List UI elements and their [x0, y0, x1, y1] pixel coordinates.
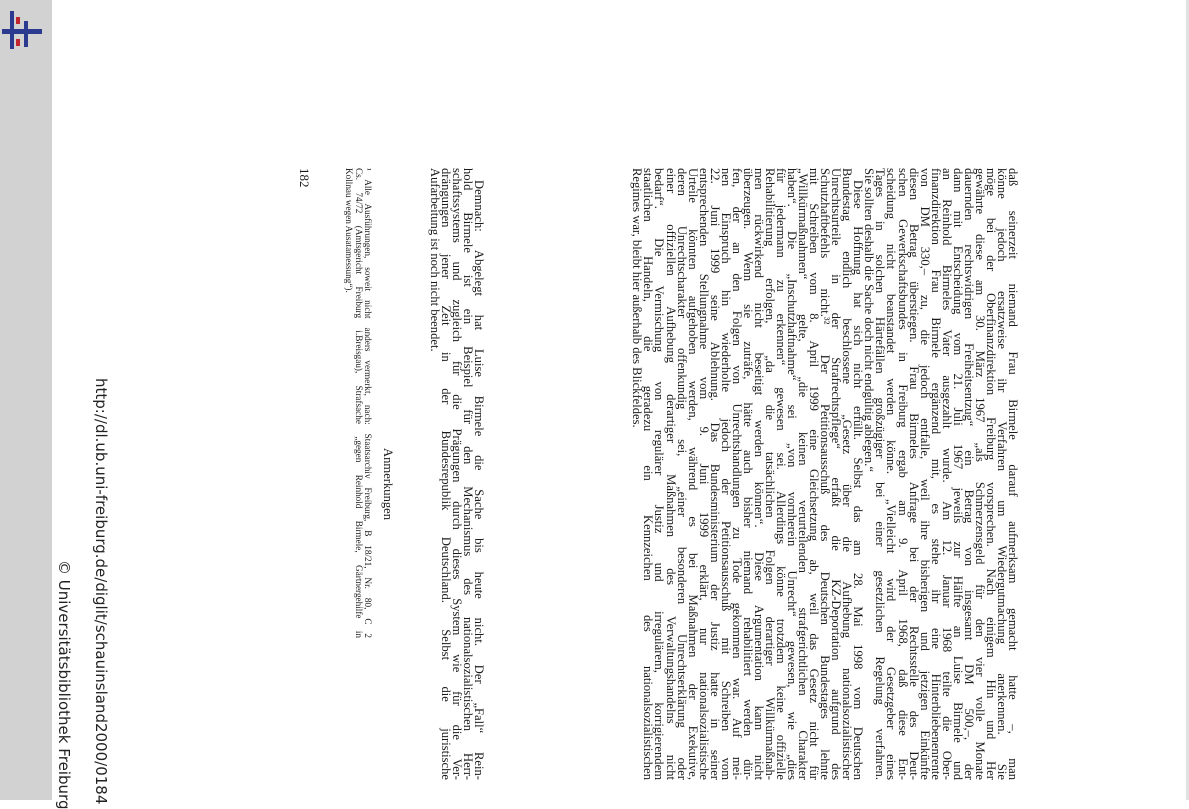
source-url[interactable]: http://dl.ub.uni-freiburg.de/diglit/schauinsland2000/0184	[92, 378, 110, 805]
logo-accent-a	[16, 17, 20, 24]
text-line: gewährte diese am 30. März 1967 „als Schmerzensgeld für den vier volle Monate	[972, 168, 987, 780]
text-line: schen Gewerkschaftsbundes in Freiburg ergab am 9. April 1968, daß diese Ent-	[895, 168, 910, 780]
text-line: Sie sollten deshalb die Sache doch nicht endgültig ablegen.“	[862, 168, 877, 472]
library-logo-icon	[0, 9, 44, 51]
text-line: für jedermann zu erkennen“ gewesen sei. Allerdings könne trotzdem keine offizielle	[774, 168, 789, 780]
text-line: nen Einspruch hin wiederholte jedoch der Petitionsausschuß mit Schreiben vom	[718, 168, 733, 780]
text-line: entsprechenden Stellungnahme vom 9. Juni 1999 erklärt, nur nationalsozialistische	[696, 168, 711, 780]
logo-bar-right	[24, 21, 28, 47]
text-line: deren Unrechtscharakter offenkundig sei, „einer besonderen Unrechtserklärung oder	[674, 168, 689, 780]
text-line: schaftssystems und zugleich für die Prägungen durch dieses System wie für die Ver-	[449, 168, 464, 780]
text-line: haben“. Die „Inschutzhaftnahme“ sei „von vornherein Unrecht“ gewesen, wie „dies	[785, 168, 800, 780]
logo-bar-horizontal	[2, 29, 42, 34]
text-line: mit Schreiben vom 8. April 1999 eine Gleichsetzung ab, weil das Gesetz nicht für	[807, 168, 822, 780]
text-line: diesen Betrag überstiegen. Frau Birmeles Anfrage bei der Rechtsstelle des Deut-	[906, 168, 921, 780]
text-line: 22. Juni 1999 seine Ablehnung. Das Bundesministerium der Justiz hatte in seiner	[707, 168, 722, 780]
text-line: Aufarbeitung ist noch nicht beendet.	[427, 168, 442, 352]
text-line: hold Birmele ist ein Beispiel für den Mechanismus des nationalsozialistischen Herr-	[460, 168, 475, 780]
text-line: staatlichen Handeln, die geradezu ein Kennzeichen des nationalsozialistischen	[641, 168, 656, 780]
text-line: Demnach: Abgelegt hat Luise Birmele die Sache bis heute nicht. Der „Fall“ Rein-	[472, 180, 486, 780]
text-line: dauernden rechtswidrigen Freiheitsentzug“ ein Betrag von insgesamt DM 500,–, der	[961, 168, 976, 780]
main-body-text	[631, 168, 1018, 780]
text-line: könne jedoch ersatzweise ihr Verfahren um Wiedergutmachung anerkennen. Sie	[994, 168, 1009, 780]
text-line: fen, der an den Folgen von Unrechtshandlungen zu Tode gekommen war. Auf mei-	[729, 168, 744, 780]
text-line: „Willkürmaßnahmen“ gelte, „die keinen verurteilenden strafgerichtlichen Charakter	[796, 168, 811, 780]
scanned-page	[52, 0, 1186, 809]
text-line: Regimes war, bleibt hier außerhalb des Blickfeldes.	[630, 168, 645, 428]
viewer-sidebar	[0, 0, 52, 800]
text-line: Urteile könnten aufgehoben werden, während es bei Maßnahmen der Exekutive,	[685, 168, 700, 780]
text-line: finanzdirektion Frau Birmele ergänzend mit, es stehe ihr eine Hinterbliebenenrente	[928, 168, 943, 780]
text-line: Schutzhaftbefehls nicht.³² Der Petitionsausschuß des Deutschen Bundestages lehnte	[818, 168, 833, 780]
text-line: Diese Hoffnung hat sich nicht erfüllt. Selbst das am 28. Mai 1998 vom Deutschen	[851, 180, 866, 780]
text-line: Cs. 74/72 (Amtsgericht Freiburg i.Breisgau), Strafsache „gegen Reinhold Birmele, Gärtnergehilfe in	[353, 168, 364, 638]
text-line: drängungen jener Zeit in der Bundesrepublik Deutschland. Selbst die juristische	[438, 168, 453, 780]
copyright-notice: © Universitätsbibliothek Freiburg	[55, 560, 73, 809]
text-line: möge bei der Oberfinanzdirektion Freiburg vorsprechen. Nach einigem Hin und Her	[983, 168, 998, 780]
text-line: dann mit Entscheidung vom 21. Juli 1967 jeweils zur Hälfte an Luise Birmele und	[950, 168, 965, 780]
text-line: Tages in solchen Härtefällen großzügiger bei einer gesetzlichen Regelung verfahren.	[873, 168, 888, 780]
logo-accent-b	[16, 39, 20, 46]
text-line: an Reinhold Birmeles Vater ausgezahlt wurde. Am 12. Januar 1968 teilte die Ober-	[939, 168, 954, 780]
text-line: Kollnau wegen Ausatamessung“).	[344, 168, 355, 293]
text-line: Unrechtsurteile in der Strafrechtspflege“ erfaßt die KZ-Deportation aufgrund des	[829, 168, 844, 780]
text-line: überzeugen. Wenn sie zuträfe, hätte auch bisher niemand rehabilitiert werden dür-	[740, 168, 755, 780]
section-heading-anmerkungen: Anmerkungen	[381, 448, 395, 521]
text-line: einer offiziellen Aufhebung derartiger Maßnahmen des Verwaltungshandelns nicht	[663, 168, 678, 780]
text-line: scheidung nicht beanstandet werden könne. „Vielleicht wird der Gesetzgeber eines	[884, 168, 899, 780]
text-line: men rückwirkend nicht beseitigt werden können“. Diese Argumentation kann nicht	[751, 168, 766, 780]
text-line: bedarf“. Die Vermischung von regulärer Justiz und irregulärem, korrigierendem	[652, 168, 667, 780]
page-number: 182	[297, 168, 312, 188]
text-line: Bundestag endlich beschlossene „Gesetz über die Aufhebung nationalsozialistischer	[840, 168, 855, 780]
anmerkungen-paragraph	[429, 168, 484, 780]
text-line: daß seinerzeit niemand Frau Birmele darauf aufmerksam gemacht hatte –, man	[1006, 168, 1020, 780]
footnote	[344, 168, 372, 638]
text-line: Rehabilitierung erfolgen, „da die tatsächlichen Folgen derartiger Willkürmaßnah-	[762, 168, 777, 780]
text-line: ¹ Alle Ausführungen, soweit nicht anders vermerkt, nach: Staatsarchiv Freiburg, B 18/21, Nr. 80, C 2	[363, 168, 373, 638]
text-line: von DM 330,– zu, die jedoch entfalle, weil ihre bisherigen und jetzigen Einkünfte	[917, 168, 932, 780]
